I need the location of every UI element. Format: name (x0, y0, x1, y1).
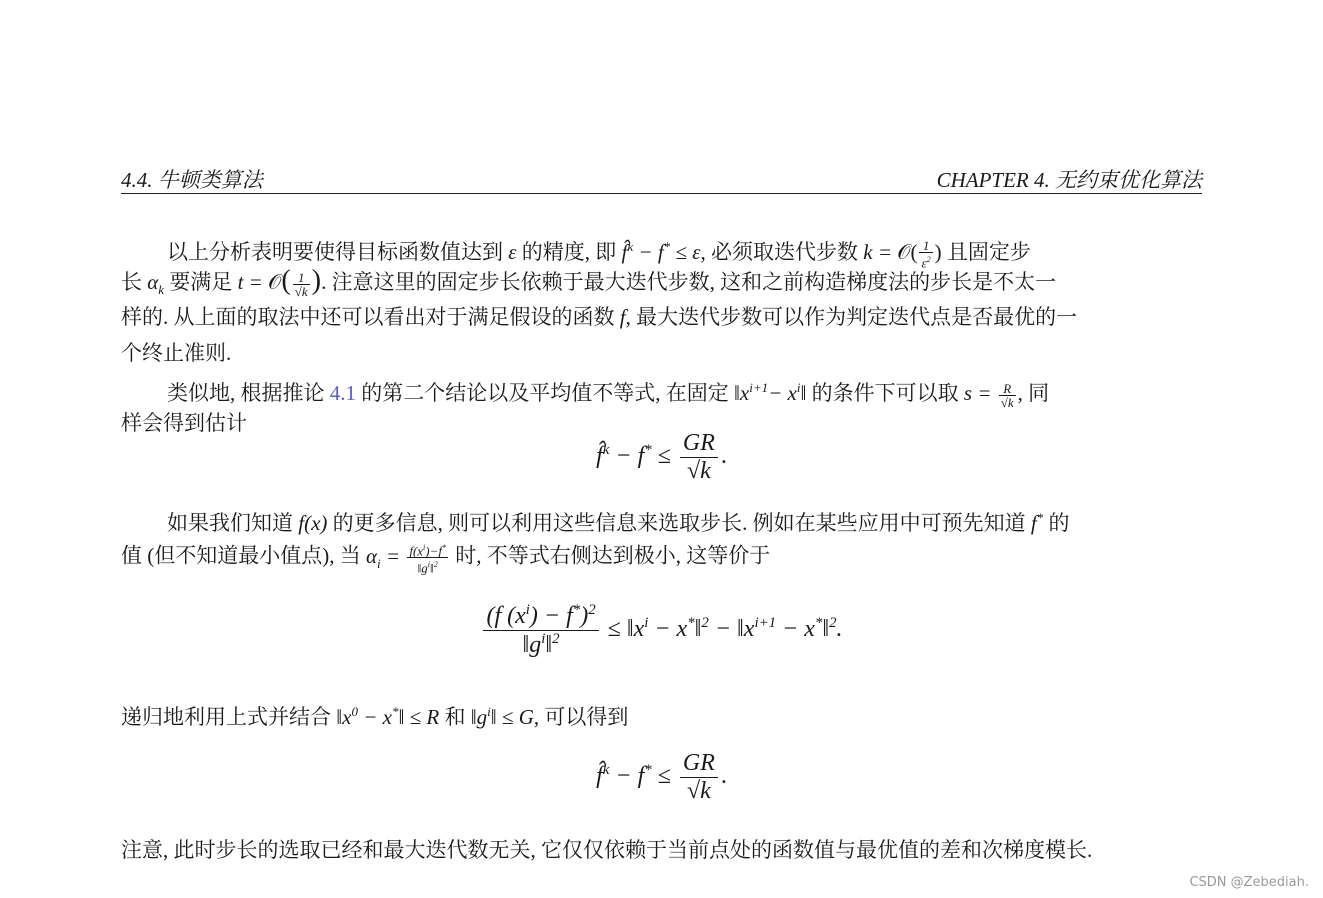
math-epsilon: ε (508, 240, 517, 264)
running-header-chapter: CHAPTER 4. 无约束优化算法 (936, 168, 1202, 192)
equation-2: $\frac{(f (x^i) - f^*)^2}{‖g^i‖^2}$ ≤ $‖x^i$ − x*‖$^2$ − $‖x^{i+1}$ − x*‖$^2$. (0, 602, 1323, 659)
p4-line: 递归地利用上式并结合 $‖x^0$ − x*‖ ≤ R 和 $‖g^i‖ \le G$, 可以得到 (121, 704, 629, 729)
p2-line-2: 样会得到估计 (121, 411, 247, 435)
math-fhat-bound: f̂$^k$ − f* ≤ ε (621, 239, 701, 264)
math-k-order: k = 𝒪( $\frac{1}{\varepsilon^2}$ ) (863, 238, 942, 271)
math-alpha-k: $\alpha_k$ (147, 270, 165, 298)
math-s-def: s = $\frac{R}{√k}$ (963, 380, 1014, 410)
math-fx: f(x) (298, 511, 328, 535)
p1-line-2: 长 $\alpha_k$ 要满足 t = 𝒪( $\frac{1}{√k}$ ). 注意这里的固定步长依赖于最大迭代步数, 这和之前构造梯度法的步长是不太一 (121, 265, 1057, 299)
math-g-bound: $‖g^i‖ \le G$ (470, 704, 534, 729)
math-alpha-i: $\alpha_i$ = $\frac{f(x^i)-f^*}{‖g^i‖^2}$ (366, 543, 447, 576)
corollary-ref-link[interactable]: 4.1 (329, 381, 356, 405)
equation-3: f̂$^k$ − f* ≤ $\frac{GR}{√k}$ . (596, 750, 727, 804)
equation-1: f̂$^k$ − f* ≤ $\frac{GR}{√k}$ . (596, 430, 727, 484)
p1-line-3: 样的. 从上面的取法中还可以看出对于满足假设的函数 f, 最大迭代步数可以作为判定迭代点是否最优的一 (121, 305, 1078, 329)
header-rule (121, 193, 1202, 194)
math-step-norm: $‖x^{i+1}-$ $x^i‖$ (734, 380, 807, 405)
p3-line-1: 如果我们知道 f(x) 的更多信息, 则可以利用这些信息来选取步长. 例如在某些应用中可预先知道 f* 的 (167, 510, 1070, 535)
running-header-section: 4.4. 牛顿类算法 (121, 168, 263, 192)
p1-line-4: 个终止准则. (121, 341, 232, 365)
math-x0-bound: $‖x^0$ − x*‖ ≤ R (336, 704, 440, 729)
math-t-order: t = 𝒪( $\frac{1}{√k}$ ) (237, 265, 322, 299)
p3-line-2: 值 (但不知道最小值点), 当 $\alpha_i$ = $\frac{f(x^i)-f^*}{‖g^i‖^2}$ 时, 不等式右侧达到极小, 这等价于 (121, 543, 771, 576)
math-fstar: f* (1030, 510, 1044, 535)
p5-line: 注意, 此时步长的选取已经和最大迭代数无关, 它仅仅依赖于当前点处的函数值与最优值的差和次梯度模长. (121, 838, 1093, 862)
math-f: f (619, 305, 626, 329)
watermark: CSDN @Zebediah. (1189, 875, 1309, 890)
p1-line-1: 以上分析表明要使得目标函数值达到 ε 的精度, 即 f̂$^k$ − f* ≤ ε, 必须取迭代步数 k = 𝒪( $\frac{1}{\varepsilon^2}$ ) 且固定步 (167, 238, 1031, 271)
p2-line-1: 类似地, 根据推论 4.1 的第二个结论以及平均值不等式, 在固定 $‖x^{i+1}-$ $x^i‖$ 的条件下可以取 s = $\frac{R}{√k}$ , 同 (167, 380, 1050, 410)
